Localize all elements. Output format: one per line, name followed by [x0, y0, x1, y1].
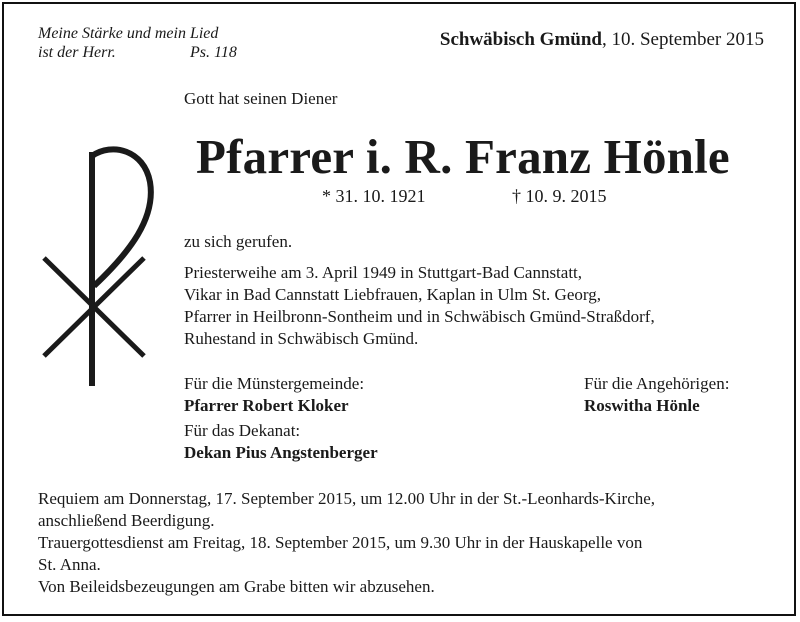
deceased-name: Pfarrer i. R. Franz Hönle: [196, 129, 730, 184]
signatory-family: [584, 373, 729, 417]
place-date: [440, 29, 764, 51]
motto-line-1: Meine Stärke und mein Lied: [38, 25, 219, 42]
biography-line: Vikar in Bad Cannstatt Liebfrauen, Kaplan in Ulm St. Georg,: [184, 285, 601, 304]
intro-text: Gott hat seinen Diener: [184, 89, 338, 108]
motto-reference: Ps. 118: [190, 44, 237, 61]
biography-line: Priesterweihe am 3. April 1949 in Stuttgart-Bad Cannstatt,: [184, 263, 583, 282]
biography-line: Pfarrer in Heilbronn-Sontheim und in Schwäbisch Gmünd-Straßdorf,: [184, 307, 655, 326]
city-name: Schwäbisch Gmünd: [439, 29, 602, 50]
birth-date: * 31. 10. 1921: [322, 186, 426, 206]
notice-line: St. Anna.: [38, 555, 101, 574]
signatory-role: Für das Dekanat:: [184, 421, 301, 440]
notice-line: Requiem am Donnerstag, 17. September 2015, um 12.00 Uhr in der St.-Leonhards-Kirche,: [38, 489, 656, 508]
signatory-role: Für die Münstergemeinde:: [184, 374, 365, 393]
chi-rho-icon: [40, 140, 156, 388]
called-text: zu sich gerufen.: [184, 232, 293, 251]
notice-line: anschließend Beerdigung.: [38, 511, 215, 530]
motto-line-2: ist der Herr.: [38, 44, 116, 61]
signatory-person: Roswitha Hönle: [584, 396, 700, 415]
biography-line: Ruhestand in Schwäbisch Gmünd.: [184, 329, 419, 348]
service-notices: [38, 488, 655, 598]
notice-line: Von Beileidsbezeugungen am Grabe bitten wir abzusehen.: [38, 577, 435, 596]
signatory-role: Für die Angehörigen:: [584, 374, 730, 393]
signatory-parish: [184, 373, 364, 417]
signatory-deanery: [184, 420, 378, 464]
death-date: † 10. 9. 2015: [512, 186, 607, 206]
biography: [184, 262, 655, 350]
notice-line: Trauergottesdienst am Freitag, 18. September 2015, um 9.30 Uhr in der Hauskapelle von: [38, 533, 643, 552]
notice-date: , 10. September 2015: [601, 29, 764, 50]
motto-verse: [38, 24, 237, 62]
signatory-person: Dekan Pius Angstenberger: [184, 443, 378, 462]
signatory-person: Pfarrer Robert Kloker: [184, 396, 349, 415]
